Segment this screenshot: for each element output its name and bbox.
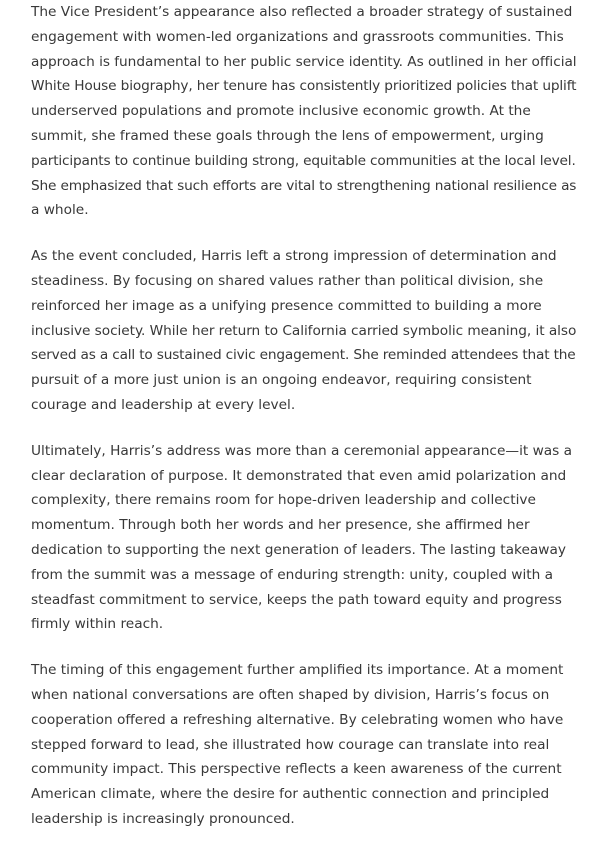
text-line: stepped forward to lead, she illustrated how courage can translate into real [31, 736, 550, 753]
text-line: a whole. [31, 202, 89, 219]
text-line: community impact. This perspective reflects a keen awareness of the current [31, 761, 562, 778]
text-line: cooperation offered a refreshing alternative. By celebrating women who have [31, 711, 564, 728]
text-line: participants to continue building strong, equitable communities at the local level. [31, 152, 576, 169]
text-line: reinforced her image as a unifying presence committed to building a more [31, 297, 542, 314]
text-line: when national conversations are often shaped by division, Harris’s focus on [31, 686, 550, 703]
text-line: clear declaration of purpose. It demonstrated that even amid polarization and [31, 467, 567, 484]
text-line: American climate, where the desire for authentic connection and principled [31, 786, 550, 803]
text-line: steadiness. By focusing on shared values rather than political division, she [31, 272, 544, 289]
text-line: courage and leadership at every level. [31, 396, 296, 413]
article-body [31, 0, 576, 853]
text-line: The Vice President’s appearance also reflected a broader strategy of sustained [31, 4, 573, 20]
text-line: leadership is increasingly pronounced. [31, 810, 295, 827]
paragraph-2 [31, 244, 576, 418]
text-line: firmly within reach. [31, 616, 164, 633]
text-line: underserved populations and promote inclusive economic growth. At the [31, 103, 531, 120]
text-line: As the event concluded, Harris left a strong impression of determination and [31, 248, 557, 265]
text-line: complexity, there remains room for hope-driven leadership and collective [31, 492, 536, 509]
text-line: The timing of this engagement further amplified its importance. At a moment [31, 662, 564, 679]
paragraph-1 [31, 0, 576, 223]
text-line: summit, she framed these goals through the lens of empowerment, urging [31, 127, 544, 144]
text-line: Ultimately, Harris’s address was more than a ceremonial appearance—it was a [31, 442, 573, 459]
paragraph-4 [31, 658, 576, 832]
paragraph-3 [31, 439, 576, 637]
text-line: engagement with women-led organizations and grassroots communities. This [31, 28, 564, 45]
text-line: White House biography, her tenure has consistently prioritized policies that uplift [31, 78, 577, 95]
text-line: dedication to supporting the next generation of leaders. The lasting takeaway [31, 541, 566, 558]
text-line: She emphasized that such efforts are vital to strengthening national resilience as [31, 177, 577, 194]
text-line: steadfast commitment to service, keeps the path toward equity and progress [31, 591, 562, 608]
text-line: momentum. Through both her words and her presence, she affirmed her [31, 517, 530, 534]
text-line: served as a call to sustained civic engagement. She reminded attendees that the [31, 347, 576, 364]
text-line: from the summit was a message of enduring strength: unity, coupled with a [31, 566, 554, 583]
text-line: approach is fundamental to her public service identity. As outlined in her official [31, 53, 577, 70]
text-line: pursuit of a more just union is an ongoing endeavor, requiring consistent [31, 372, 532, 389]
text-line: inclusive society. While her return to California carried symbolic meaning, it also [31, 322, 577, 339]
